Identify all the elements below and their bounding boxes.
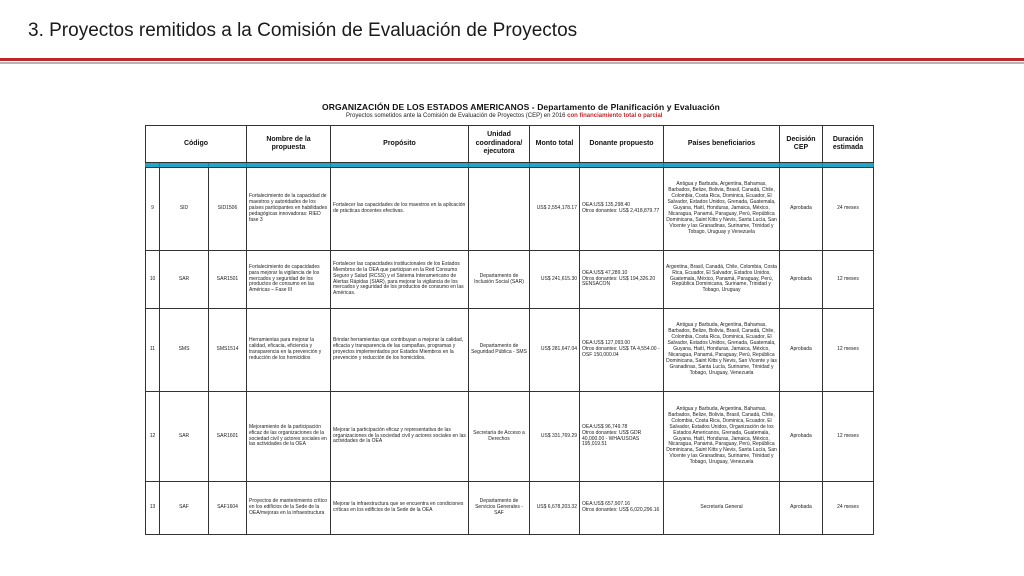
row-area: SAR bbox=[160, 392, 209, 482]
row-nombre: Fortalecimiento de la capacidad de maestros y autoridades de los países participantes en habilidades pedagógicas innovadoras: RIED fase 3 bbox=[247, 168, 331, 251]
row-paises: Antigua y Barbuda, Argentina, Bahamas, Barbados, Belize, Bolivia, Brasil, Canadá, Chile, Colombia, Costa Rica, Dominica, Ecuador, El Salvador, Estados Unidos, Grenada, Guatemala, Guyana, Haití, Honduras, Jamaica, México, Nicaragua, Panamá, Paraguay, Perú, República Dominicana, Saint Kitts y Nevis, Santa Lucía, San Vicente y las Granadinas, Suriname, Trinidad y Tobago, Uruguay y Venezuela bbox=[664, 168, 780, 251]
table-row bbox=[146, 482, 874, 535]
row-monto: US$ 281,647.04 bbox=[530, 309, 580, 392]
row-decision: Aprobada bbox=[780, 168, 823, 251]
row-number: 13 bbox=[146, 482, 160, 535]
header-decision: Decisión CEP bbox=[780, 126, 823, 163]
row-donante: OEA:US$ 127,093.00 Otros donantes: US$ TA 4,554.00 - OSF 150,000.04 bbox=[580, 309, 664, 392]
table-row bbox=[146, 251, 874, 309]
row-duracion: 12 meses bbox=[823, 251, 874, 309]
row-code: SAF1604 bbox=[209, 482, 247, 535]
row-nombre: Fortalecimiento de capacidades para mejorar la vigilancia de los mercados y seguridad de los productos de consumo en las Américas – Fase III bbox=[247, 251, 331, 309]
row-paises: Antigua y Barbuda, Argentina, Bahamas, Barbados, Belize, Bolivia, Brasil, Canadá, Chile, Colombia, Costa Rica, Dominica, Ecuador, El Salvador, Estados Unidos, Organización de los Estados Americanos, Grenada, Guatemala, Guyana, Haití, Honduras, Jamaica, México, Nicaragua, Panamá, Paraguay, Perú, República Dominicana, Saint Kitts y Nevis, Santa Lucía, San Vicente y las Granadinas, Suriname, Trinidad y Tobago, Uruguay, Venezuela bbox=[664, 392, 780, 482]
row-donante: OEA:US$ 135,298.40 Otros donantes: US$ 2,418,879.77 bbox=[580, 168, 664, 251]
row-area: SMS bbox=[160, 309, 209, 392]
slide-title: 3. Proyectos remitidos a la Comisión de Evaluación de Proyectos bbox=[28, 20, 578, 41]
row-proposito: Mejorar la participación eficaz y representativa de las organizaciones de la sociedad civil y actores sociales en las actividades de la OEA bbox=[331, 392, 469, 482]
row-proposito: Mejorar la infraestructura que se encuentra en condiciones críticas en los edificios de la Sede de la OEA bbox=[331, 482, 469, 535]
row-code: SAR1601 bbox=[209, 392, 247, 482]
row-area: SAF bbox=[160, 482, 209, 535]
header-codigo: Código bbox=[146, 126, 247, 163]
row-duracion: 24 meses bbox=[823, 482, 874, 535]
row-nombre: Mejoramiento de la participación eficaz de las organizaciones de la sociedad civil y actores sociales en las actividades de la OEA bbox=[247, 392, 331, 482]
row-donante: OEA:US$ 96,749.78 Otros donantes: US$ GDR 40,000.00 - WHA/USOAS 195,019.51 bbox=[580, 392, 664, 482]
row-proposito: Fortalecer las capacidades institucionales de los Estados Miembros de la OEA que participan en la Red Consumo Seguro y Salud (RCSS) y el Sistema Interamericano de Alertas Rápidas (SIAR), para mejorar la vigilancia de los mercados y seguridad de los productos de consumo en las Américas. bbox=[331, 251, 469, 309]
row-monto: US$ 241,615.30 bbox=[530, 251, 580, 309]
row-nombre: Herramientas para mejorar la calidad, eficacia, eficiencia y transparencia en la prevención y reducción de los homicidios bbox=[247, 309, 331, 392]
header-monto: Monto total bbox=[530, 126, 580, 163]
row-duracion: 24 meses bbox=[823, 168, 874, 251]
row-paises: Antigua y Barbuda, Argentina, Bahamas, Barbados, Belize, Bolivia, Brasil, Canadá, Chile, Colombia, Costa Rica, Dominica, Ecuador, El Salvador, Estados Unidos, Grenada, Guatemala, Guyana, Haití, Honduras, Jamaica, México, Nicaragua, Panamá, Paraguay, Perú, República Dominicana, Saint Kitts y Nevis, San Vicente y las Granadinas, Santa Lucía, Suriname, Trinidad y Tobago, Uruguay, Venezuela bbox=[664, 309, 780, 392]
row-code: SMS1514 bbox=[209, 309, 247, 392]
table-header-row bbox=[146, 126, 874, 163]
table-row bbox=[146, 392, 874, 482]
header-duracion: Duración estimada bbox=[823, 126, 874, 163]
row-duracion: 12 meses bbox=[823, 309, 874, 392]
row-monto: US$ 331,769.29 bbox=[530, 392, 580, 482]
header-unidad: Unidad coordinadora/ ejecutora bbox=[469, 126, 530, 163]
row-number: 11 bbox=[146, 309, 160, 392]
row-decision: Aprobada bbox=[780, 309, 823, 392]
row-code: SAR1501 bbox=[209, 251, 247, 309]
title-underline-grey bbox=[0, 62, 1024, 64]
row-decision: Aprobada bbox=[780, 482, 823, 535]
table-row bbox=[146, 168, 874, 251]
row-decision: Aprobada bbox=[780, 251, 823, 309]
row-monto: US$ 6,678,203.32 bbox=[530, 482, 580, 535]
row-donante: OEA:US$ 657,907.16 Otros donantes: US$ 6,020,296.16 bbox=[580, 482, 664, 535]
header-nombre: Nombre de la propuesta bbox=[247, 126, 331, 163]
row-monto: US$ 2,554,178.17 bbox=[530, 168, 580, 251]
title-underline-red bbox=[0, 58, 1024, 61]
header-paises: Países beneficiarios bbox=[664, 126, 780, 163]
subheading-highlight: con financiamiento total o parcial bbox=[567, 113, 663, 119]
row-unidad: Secretaría de Acceso a Derechos bbox=[469, 392, 530, 482]
row-number: 9 bbox=[146, 168, 160, 251]
row-decision: Aprobada bbox=[780, 392, 823, 482]
row-code: SID1506 bbox=[209, 168, 247, 251]
row-area: SID bbox=[160, 168, 209, 251]
row-paises: Argentina, Brasil, Canadá, Chile, Colombia, Costa Rica, Ecuador, El Salvador, Estados Unidos, Guatemala, México, Panamá, Paraguay, Perú, República Dominicana, Suriname, Trinidad y Tobago, Uruguay bbox=[664, 251, 780, 309]
row-paises: Secretaría General bbox=[664, 482, 780, 535]
row-proposito: Fortalecer las capacidades de los maestros en la aplicación de prácticas docentes efectivas. bbox=[331, 168, 469, 251]
row-number: 10 bbox=[146, 251, 160, 309]
row-unidad: Departamento de Inclusión Social (SAR) bbox=[469, 251, 530, 309]
row-unidad: Departamento de Servicios Generales - SAF bbox=[469, 482, 530, 535]
projects-table bbox=[145, 125, 874, 535]
document-heading: ORGANIZACIÓN DE LOS ESTADOS AMERICANOS - Departamento de Planificación y Evaluación bbox=[322, 102, 720, 112]
subheading-prefix: Proyectos sometidos ante la Comisión de Evaluación de Proyectos (CEP) en 2016 bbox=[346, 113, 566, 119]
row-nombre: Proyectos de mantenimiento crítico en los edificios de la Sede de la OEA/mejoras en la infraestructura bbox=[247, 482, 331, 535]
row-proposito: Brindar herramientas que contribuyan a mejorar la calidad, eficacia y transparencia de las campañas, programas y proyectos implementados por Estados Miembros en la prevención y reducción de los homicidios. bbox=[331, 309, 469, 392]
header-donante: Donante propuesto bbox=[580, 126, 664, 163]
row-unidad bbox=[469, 168, 530, 251]
header-proposito: Propósito bbox=[331, 126, 469, 163]
row-unidad: Departamento de Seguridad Pública - SMS bbox=[469, 309, 530, 392]
row-donante: OEA:US$ 47,289.10 Otros donantes: US$ 194,326.20 SENSACON bbox=[580, 251, 664, 309]
row-area: SAR bbox=[160, 251, 209, 309]
document-subheading bbox=[346, 113, 662, 119]
row-duracion: 12 meses bbox=[823, 392, 874, 482]
row-number: 12 bbox=[146, 392, 160, 482]
table-row bbox=[146, 309, 874, 392]
